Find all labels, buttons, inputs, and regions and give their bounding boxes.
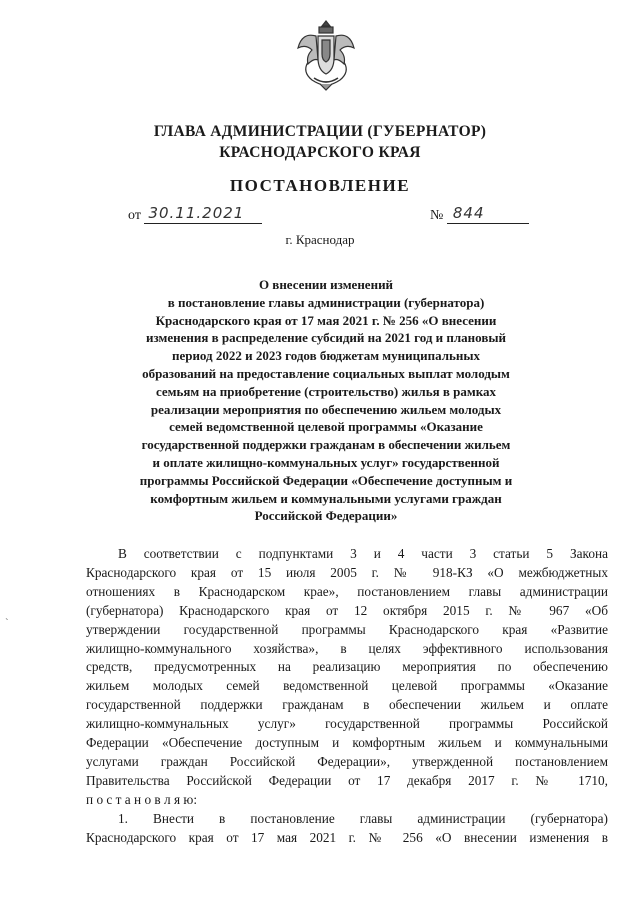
body-line: п о с т а н о в л я ю: (86, 791, 198, 807)
body-line: 1. Внести в постановление главы администрации (губернатора) (118, 810, 608, 826)
body-line: Краснодарского края от 17 мая 2021 г. № 256 «О внесении изменения в (86, 829, 608, 845)
title-line: программы Российской Федерации «Обеспечение доступным и (139, 472, 513, 488)
scan-mark: ` (5, 617, 9, 629)
body-line: жильем молодых семей ведомственной целевой программы «Оказание (86, 678, 608, 694)
title-line: образований на предоставление социальных выплат молодым (142, 365, 510, 381)
body-line: услугами граждан Российской Федерации», утвержденной постановлением (86, 753, 608, 769)
date-value: 30.11.2021 (148, 204, 245, 222)
body-line: Краснодарского края от 15 июля 2005 г. № 918-КЗ «О межбюджетных (86, 564, 608, 580)
organization-name-line1: ГЛАВА АДМИНИСТРАЦИИ (ГУБЕРНАТОР) (153, 123, 487, 140)
title-line: семей ведомственной целевой программы «Оказание (169, 419, 483, 435)
number-field (430, 206, 529, 224)
number-value: 844 (452, 204, 485, 222)
title-line: и оплате жилищно-коммунальных услуг» государственной (152, 454, 500, 470)
body-line: жилищно-коммунальных услуг» государственной программы Российской (86, 716, 608, 732)
body-line: Федерации «Обеспечение доступным и комфортным жильем и коммунальными (86, 735, 608, 751)
title-line: реализации мероприятия по обеспечению жильем молодых (150, 401, 502, 417)
document-type: ПОСТАНОВЛЕНИЕ (229, 176, 411, 195)
date-prefix: от (128, 208, 141, 223)
title-line: Краснодарского края от 17 мая 2021 г. № 256 «О внесении (155, 312, 497, 328)
title-line: Российской Федерации» (254, 508, 398, 524)
body-line: (губернатора) Краснодарского края от 12 октября 2015 г. № 967 «Об (86, 602, 608, 618)
body-line: средств, предусмотренных на реализацию мероприятия по обеспечению (86, 659, 608, 675)
body-line: отношениях в Краснодарском крае», постановлением главы администрации (86, 583, 608, 599)
title-line: изменения в распределение субсидий на 2021 год и плановый (145, 330, 507, 346)
title-line: в постановление главы администрации (губернатора) (167, 294, 485, 310)
body-line: утверждении государственной программы Краснодарского края «Развитие (86, 621, 608, 637)
body-line: государственной поддержки гражданам в обеспечении жильем и оплате (86, 697, 608, 713)
body-line: жилищно-коммунального хозяйства», в целях эффективного использования (86, 640, 608, 656)
body-line: В соответствии с подпунктами 3 и 4 части 3 статьи 5 Закона (118, 546, 608, 561)
coat-of-arms-icon (294, 18, 358, 94)
organization-name-line2: КРАСНОДАРСКОГО КРАЯ (219, 144, 421, 161)
title-line: период 2022 и 2023 годов бюджетам муниципальных (171, 348, 481, 364)
document-title (110, 276, 542, 525)
title-line: семьям на приобретение (строительство) жилья в рамках (155, 383, 497, 399)
date-field (128, 206, 262, 224)
city: г. Краснодар (285, 232, 355, 247)
number-prefix: № (430, 208, 444, 223)
title-line: О внесении изменений (258, 277, 394, 292)
title-line: комфортным жильем и коммунальными услугами граждан (150, 490, 502, 506)
body-line: Правительства Российской Федерации от 17 декабря 2017 г. № 1710, (86, 772, 608, 788)
body-text (86, 545, 608, 848)
title-line: государственной поддержки гражданам в обеспечении жильем (141, 437, 511, 453)
